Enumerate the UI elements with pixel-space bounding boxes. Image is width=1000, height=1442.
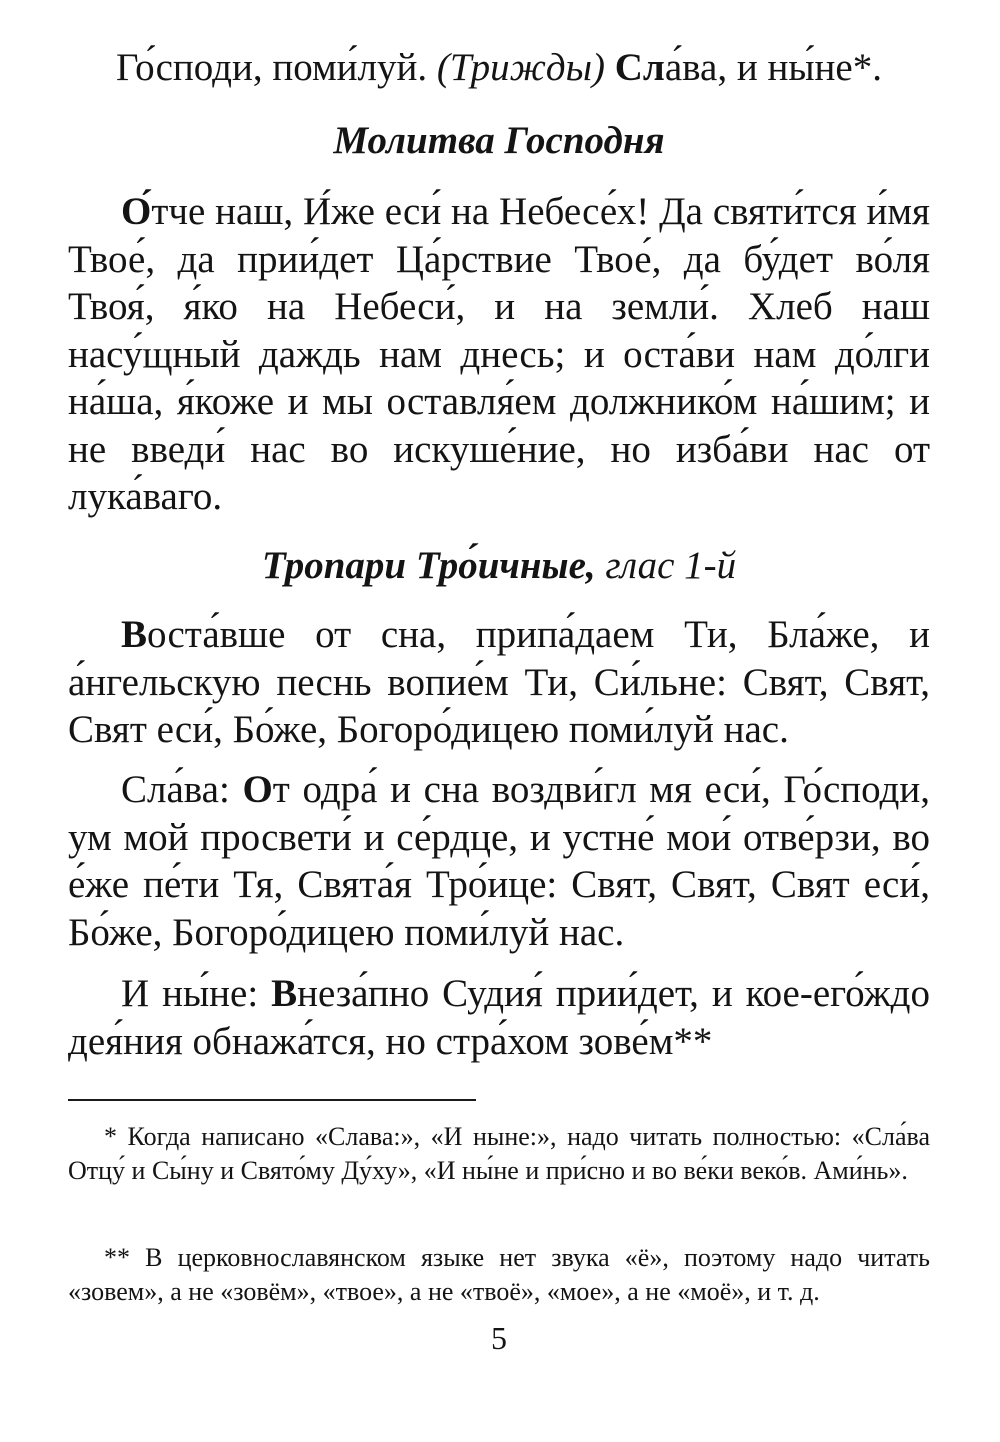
footnote-1: * Когда написано «Слава:», «И ныне:», надо читать полностью: «Сла́ва Отцу́ и Сы́ну и Свято́му Ду́ху», «И ны́не и при́сно и во ве́ки веко́в. Ами́нь». bbox=[68, 1122, 930, 1185]
troparion-3-label: И ны́не: bbox=[121, 972, 272, 1015]
intro-slava-cap: Сл bbox=[605, 46, 665, 89]
book-page bbox=[68, 0, 930, 1442]
footnote-divider bbox=[68, 1099, 476, 1101]
troparion-1 bbox=[68, 611, 930, 754]
troparion-2-text: т одра́ и сна воздви́гл мя еси́, Го́споди, ум мой просвети́ и се́рдце, и устне́ мои́ отве́рзи, во е́же пе́ти Тя, Свята́я Тро́ице: Свят, Свят, Свят еси́, Бо́же, Богоро́дицею поми́луй нас. bbox=[68, 768, 930, 954]
page-number: 5 bbox=[491, 1320, 507, 1356]
intro-rubric: (Трижды) bbox=[436, 46, 606, 89]
intro-text-end: а́ва, и ны́не*. bbox=[664, 46, 882, 89]
drop-letter: В bbox=[271, 972, 298, 1015]
troparion-3 bbox=[68, 970, 930, 1065]
lord-prayer-heading: Молитва Господня bbox=[333, 119, 665, 162]
drop-letter: О́ bbox=[121, 190, 152, 233]
troparia-title: Тропари Тро́ичные, bbox=[261, 544, 596, 587]
troparion-1-text: оста́вше от сна, припа́даем Ти, Бла́же, и а́нгельскую песнь вопие́м Ти, Си́льне: Свят, Свят, Свят еси́, Бо́же, Богоро́дицею поми́луй нас. bbox=[68, 613, 930, 751]
troparion-3-text: неза́пно Судия́ прии́дет, и кое-его́ждо дея́ния обнажа́тся, но стра́хом зове́м** bbox=[68, 972, 930, 1063]
troparia-tone: глас 1-й bbox=[595, 544, 737, 587]
drop-letter: В bbox=[121, 613, 148, 656]
intro-text: Го́споди, поми́луй. bbox=[116, 46, 437, 89]
troparion-2-label: Сла́ва: bbox=[121, 768, 243, 811]
intro-line bbox=[68, 44, 930, 92]
lord-prayer-text: тче наш, И́же еси́ на Небесе́х! Да святи́тся и́мя Твое́, да прии́дет Ца́рствие Твое́, да бу́дет во́ля Твоя́, я́ко на Небеси́, и на земли́. Хлеб наш насу́щный даждь нам днесь; и оста́ви нам до́лги на́ша, я́коже и мы оставля́ем должнико́м на́шим; и не введи́ нас во искуше́ние, но изба́ви нас от лука́ваго. bbox=[68, 190, 930, 518]
troparion-2 bbox=[68, 766, 930, 956]
footnote-2: ** В церковнославянском языке нет звука «ё», поэтому надо читать «зовем», а не «зовём», «твое», а не «твоё», «мое», а не «моё», и т. д. bbox=[68, 1243, 930, 1306]
lord-prayer-paragraph bbox=[68, 188, 930, 521]
drop-letter: О bbox=[242, 768, 273, 811]
troparia-heading bbox=[68, 542, 930, 590]
